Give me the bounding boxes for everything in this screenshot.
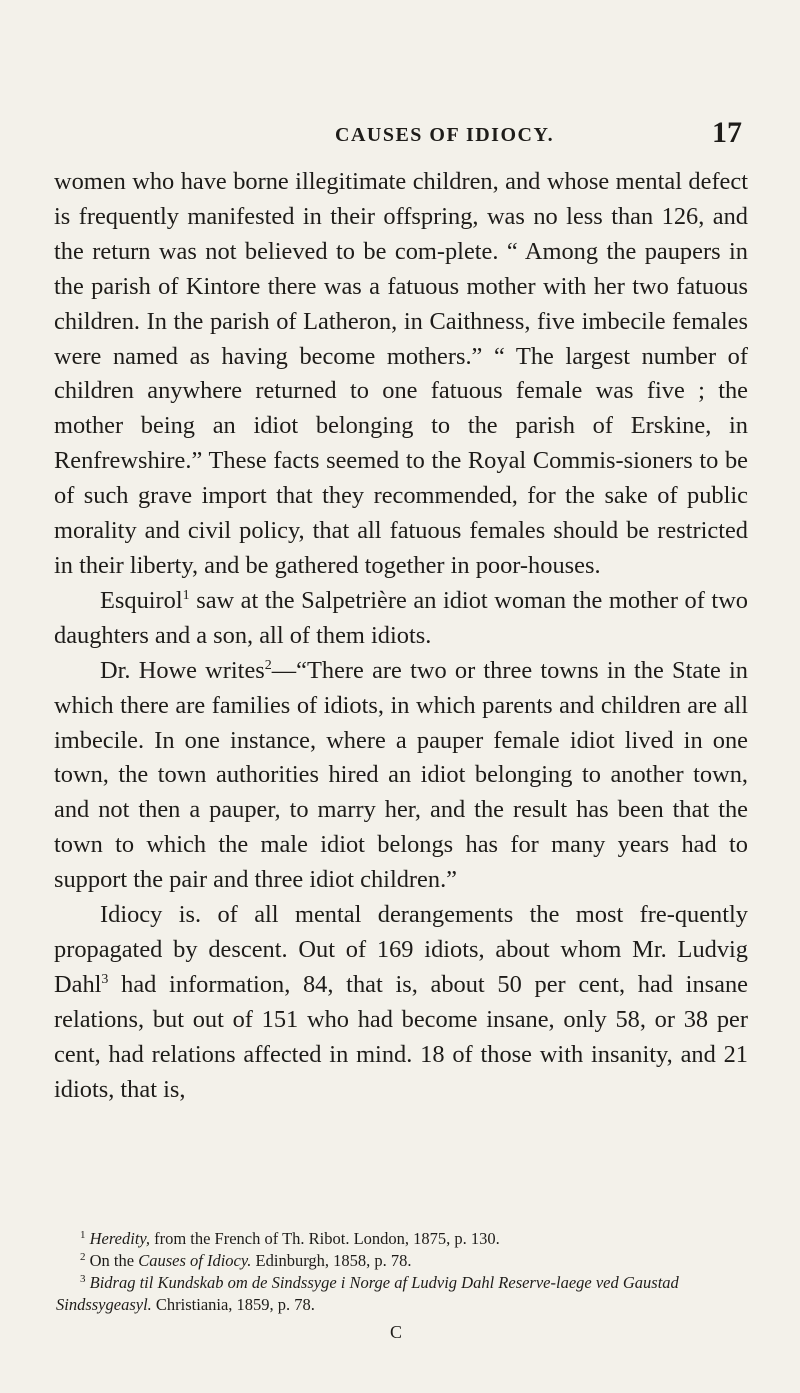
paragraph-2-text-b: saw at the Salpetrière an idiot woman the mother of two daughters and a son, all of them idiots.: [54, 586, 748, 649]
footnote-title: Heredity,: [89, 1229, 150, 1248]
footnote-mark: 1: [80, 1229, 86, 1241]
paragraph-1: women who have borne illegitimate children, and whose mental defect is frequently manifested in their offspring, was no less than 126, and the return was not believed to be com-plete. “ Among the paupers in the parish of Kintore there was a fatuous mother with her two fatuous children. In the parish of Latheron, in Caithness, five imbecile females were named as having become mothers.” “ The largest number of children anywhere returned to one fatuous female was five ; the mother being an idiot belonging to the parish of Erskine, in Renfrewshire.” These facts seemed to the Royal Commis-sioners to be of such grave import that they recommended, for the sake of public morality and civil policy, that all fatuous females should be restricted in their liberty, and be gathered together in poor-houses.: [54, 168, 748, 579]
paragraph-4: [54, 898, 748, 1107]
signature-mark: C: [390, 1322, 403, 1342]
paragraph-3-text-b: —“There are two or three towns in the State in which there are families of idiots, in which parents and children are all imbecile. In one instance, where a pauper female idiot lived in one town, the town authorities hired an idiot belonging to another town, and not then a pauper, to marry her, and the result has been that the town to which the male idiot belongs has for many years had to support the pair and three idiot children.”: [54, 656, 748, 894]
footnote-1: [56, 1228, 750, 1250]
paragraph-2-text-a: Esquirol: [100, 586, 183, 614]
footnote-citation: from the French of Th. Ribot. London, 1875, p. 130.: [149, 1229, 500, 1248]
paragraph-4-text-a: Idiocy is. of all mental derangements the most fre-quently propagated by descent. Out of 169 idiots, about whom Mr. Ludvig Dahl: [54, 901, 748, 998]
paragraph-4-text-b: had information, 84, that is, about 50 per cent, had insane relations, but out of 151 who had become insane, only 58, or 38 per cent, had relations affected in mind. 18 of those with insanity, and 21 idiots, that is,: [54, 970, 748, 1103]
footnote-mark: 3: [80, 1273, 86, 1285]
footnote-citation: Christiania, 1859, p. 78.: [151, 1295, 315, 1314]
paragraph-2: [54, 584, 748, 654]
page-header: [0, 116, 800, 156]
footnote-title: Causes of Idiocy.: [138, 1251, 252, 1270]
footnote-mark: 2: [80, 1251, 86, 1263]
paragraph-3: [54, 654, 748, 898]
footnote-title: Bidrag til Kundskab om de Sindssyge i Norge af Ludvig Dahl Reserve-laege ved Gaustad Sindssygeasyl.: [56, 1273, 679, 1314]
paragraph-3-text-a: Dr. Howe writes: [100, 656, 265, 684]
page-number: 17: [712, 116, 742, 149]
footnote-3: [56, 1272, 750, 1316]
running-head: CAUSES OF IDIOCY.: [335, 124, 555, 146]
footnote-2: [56, 1250, 750, 1272]
footnote-ref-1[interactable]: 1: [182, 587, 190, 603]
footnote-prefix: On the: [85, 1251, 139, 1270]
footnote-ref-2[interactable]: 2: [264, 657, 272, 673]
footnote-citation: Edinburgh, 1858, p. 78.: [251, 1251, 412, 1270]
footnotes: [56, 1228, 750, 1316]
footnote-ref-3[interactable]: 3: [101, 971, 109, 987]
body-text: [54, 165, 748, 1107]
